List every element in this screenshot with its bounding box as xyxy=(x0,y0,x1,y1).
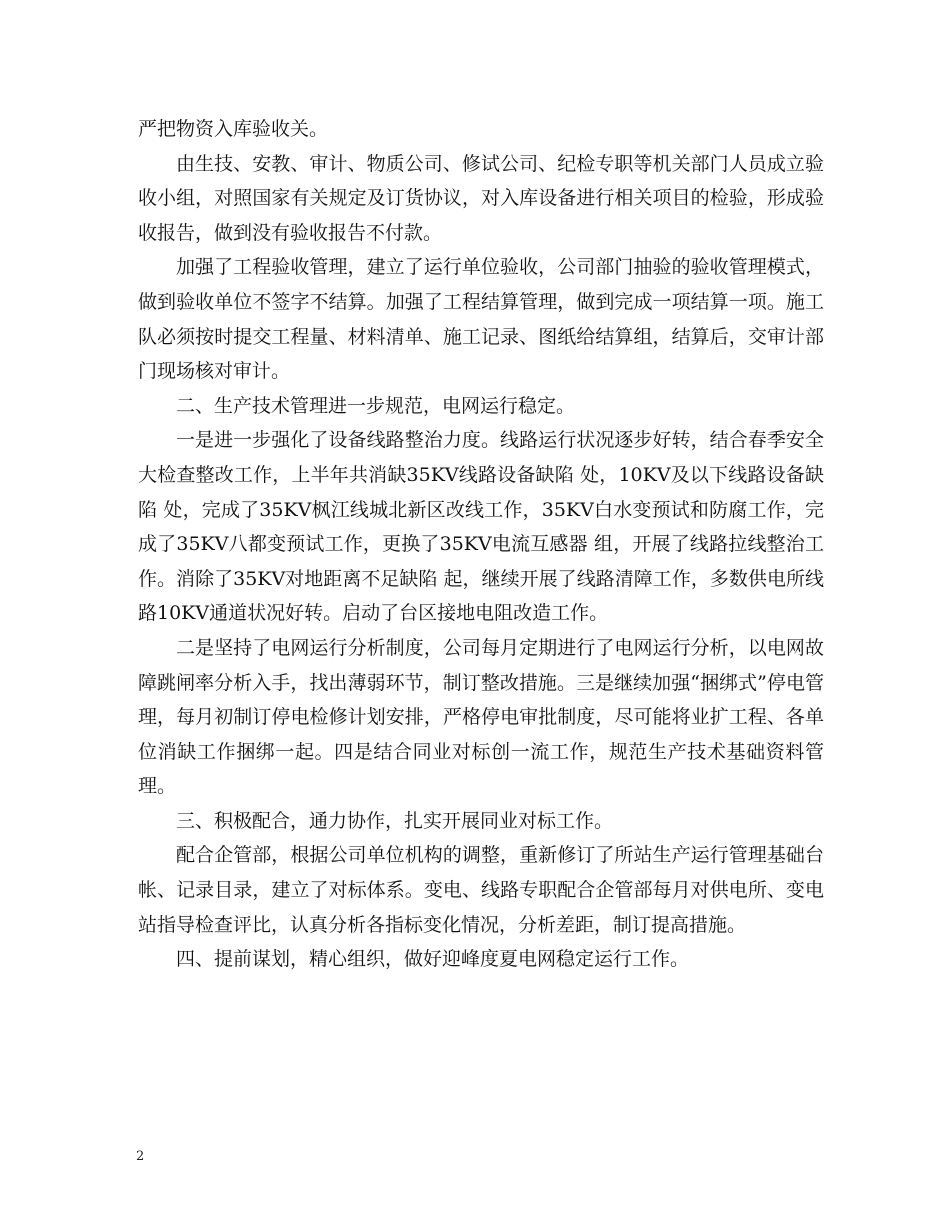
paragraph-8: 配合企管部，根据公司单位机构的调整，重新修订了所站生产运行管理基础台帐、记录目录，建立了对标体系。变电、线路专职配合企管部每月对供电所、变电站指导检查评比，认真分析各指标变化情况，分析差距，制订提高措施。 xyxy=(138,844,824,936)
paragraph-6: 二是坚持了电网运行分析制度，公司每月定期进行了电网运行分析，以电网故障跳闸率分析入手，找出薄弱环节，制订整改措施。三是继续加强“捆绑式”停电管理，每月初制订停电检修计划安排，严格停电审批制度，尽可能将业扩工程、各单位消缺工作捆绑一起。四是结合同业对标创一流工作，规范生产技术基础资料管理。 xyxy=(138,636,824,798)
section-heading-3: 三、积极配合，通力协作，扎实开展同业对标工作。 xyxy=(176,809,614,832)
paragraph-5: 一是进一步强化了设备线路整治力度。线路运行状况逐步好转，结合春季安全大检查整改工作，上半年共消缺35KV线路设备缺陷 处，10KV及以下线路设备缺陷 处，完成了35KV枫江线城北新区改线工作，35KV白水变预试和防腐工作，完成了35KV八都变预试工作，更换了35KV电流互感器 组，开展了线路拉线整治工作。消除了35KV对地距离不足缺陷 起，继续开展了线路清障工作，多数供电所线路10KV通道状况好转。启动了台区接地电阻改造工作。 xyxy=(138,429,824,625)
document-body xyxy=(138,112,824,977)
paragraph-3: 加强了工程验收管理，建立了运行单位验收，公司部门抽验的验收管理模式，做到验收单位不签字不结算。加强了工程结算管理，做到完成一项结算一项。施工队必须按时提交工程量、材料清单、施工记录、图纸给结算组，结算后，交审计部门现场核对审计。 xyxy=(138,256,824,383)
page-number: 2 xyxy=(136,1149,145,1164)
paragraph-1: 严把物资入库验收关。 xyxy=(138,118,329,140)
section-heading-4: 四、提前谋划，精心组织，做好迎峰度夏电网稳定运行工作。 xyxy=(176,948,690,971)
paragraph-2: 由生技、安教、审计、物质公司、修试公司、纪检专职等机关部门人员成立验收小组，对照国家有关规定及订货协议，对入库设备进行相关项目的检验，形成验收报告，做到没有验收报告不付款。 xyxy=(138,152,824,244)
section-heading-2: 二、生产技术管理进一步规范，电网运行稳定。 xyxy=(176,394,576,417)
